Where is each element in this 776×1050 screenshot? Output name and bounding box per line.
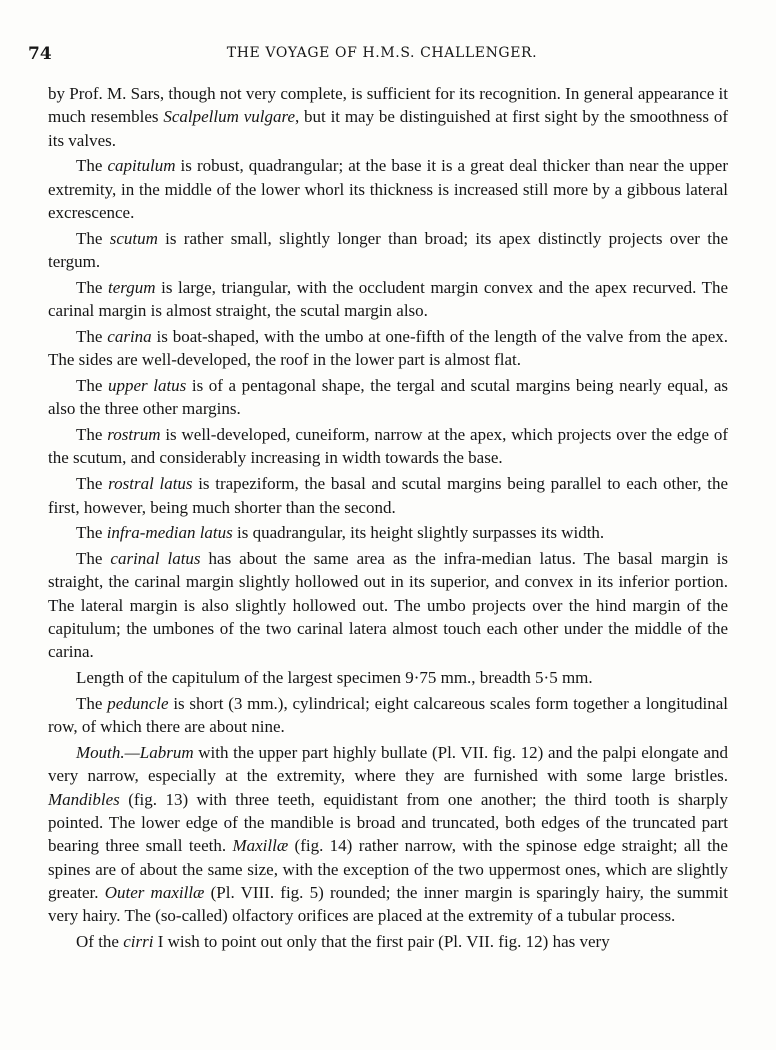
- text-run: The: [76, 523, 107, 543]
- paragraph: [48, 472, 728, 519]
- text-run: is trapeziform, the basal and scutal margins being parallel to each other, the first, however, being much shorter than the second.: [48, 474, 728, 517]
- paragraph: [48, 547, 728, 663]
- italic-term: tergum: [108, 277, 156, 297]
- text-run: is quadrangular, its height slightly surpasses its width.: [232, 523, 605, 543]
- text-run: Length of the capitulum of the largest specimen 9·75 mm., breadth 5·5 mm.: [76, 668, 593, 688]
- paragraph: [48, 666, 728, 689]
- text-run: The: [76, 549, 111, 569]
- italic-term: rostrum: [107, 425, 161, 445]
- text-run: is robust, quadrangular; at the base it is a great deal thicker than near the upper extremity, in the middle of the lower whorl its thickness is increased still more by a gibbous lateral excrescence.: [48, 156, 728, 222]
- page-header: [28, 44, 736, 68]
- paragraph: [48, 82, 728, 152]
- text-run: The: [76, 376, 108, 396]
- italic-term: Outer maxillæ: [104, 882, 205, 902]
- paragraph: [48, 741, 728, 927]
- text-run: is of a pentagonal shape, the tergal and scutal margins being nearly equal, as also the three other margins.: [48, 376, 729, 419]
- text-run: The: [76, 156, 108, 176]
- text-run: is rather small, slightly longer than broad; its apex distinctly projects over the tergum.: [48, 228, 728, 272]
- text-run: by Prof. M. Sars, though not very complete, is sufficient for its recognition. In general appearance it much resembles: [48, 84, 728, 127]
- text-run: is short (3 mm.), cylindrical; eight calcareous scales form together a longitudinal row, of which there are about nine.: [48, 693, 729, 737]
- italic-term: Scalpellum vulgare: [163, 107, 295, 127]
- text-run: is boat-shaped, with the umbo at one-fifth of the length of the valve from the apex. The sides are well-developed, the roof in the lower part is almost flat.: [48, 326, 728, 370]
- italic-term: capitulum: [107, 156, 176, 176]
- text-run: The: [76, 277, 108, 297]
- body-text: [48, 82, 728, 956]
- text-run: I wish to point out only that the first pair (Pl. VII. fig. 12) has very: [153, 931, 610, 951]
- text-run: The: [76, 326, 108, 346]
- text-run: (Pl. VIII. fig. 5) rounded; the inner margin is sparingly hairy, the summit very hairy. The (so-called) olfactory orifices are placed at the extremity of a tubular process.: [48, 882, 729, 926]
- italic-term: infra-median latus: [106, 523, 233, 543]
- italic-term: upper latus: [108, 376, 187, 396]
- text-run: is large, triangular, with the occludent margin convex and the apex recurved. The carinal margin is almost straight, the scutal margin also.: [48, 277, 728, 321]
- paragraph: [48, 276, 728, 323]
- text-run: The: [76, 693, 108, 713]
- italic-term: scutum: [109, 228, 158, 248]
- paragraph: [48, 521, 728, 544]
- text-run: Of the: [76, 931, 124, 951]
- paragraph: [48, 154, 728, 224]
- italic-term: cirri: [123, 931, 154, 951]
- running-head: THE VOYAGE OF H.M.S. CHALLENGER.: [226, 45, 538, 61]
- text-run: is well-developed, cuneiform, narrow at the apex, which projects over the edge of the scutum, and considerably increasing in width towards the base.: [48, 425, 728, 468]
- paragraph: [48, 930, 728, 953]
- italic-term: carinal latus: [110, 549, 201, 569]
- text-run: The: [76, 474, 109, 494]
- italic-term: Mandibles: [48, 789, 120, 809]
- paragraph: [48, 227, 728, 274]
- italic-term: peduncle: [107, 693, 169, 713]
- text-run: with the upper part highly bullate (Pl. VII. fig. 12) and the palpi elongate and very narrow, especially at the extremity, where they are furnished with some large bristles.: [48, 743, 728, 786]
- text-run: The: [76, 228, 110, 248]
- paragraph: [48, 374, 728, 421]
- italic-term: Mouth.—Labrum: [76, 743, 194, 763]
- text-run: The: [76, 425, 108, 445]
- text-run: (fig. 14) rather narrow, with the spinose edge straight; all the spines are of about the same size, with the exception of the two uppermost ones, which are slightly greater.: [48, 836, 728, 902]
- text-run: (fig. 13) with three teeth, equidistant from one another; the third tooth is sharply pointed. The lower edge of the mandible is broad and truncated, both edges of the truncated part bearing three small teeth.: [48, 789, 728, 856]
- page-number: 74: [28, 44, 52, 64]
- italic-term: rostral latus: [108, 474, 193, 494]
- italic-term: Maxillæ: [232, 836, 289, 856]
- paragraph: [48, 692, 728, 739]
- paragraph: [48, 423, 728, 470]
- text-run: , but it may be distinguished at first sight by the smoothness of its valves.: [48, 107, 728, 150]
- text-run: has about the same area as the infra-median latus. The basal margin is straight, the carinal margin slightly hollowed out in its superior, and convex in its inferior portion. The lateral margin is also slightly hollowed out. The umbo projects over the hind margin of the capitulum; the umbones of the two carinal latera almost touch each other under the middle of the carina.: [48, 549, 728, 662]
- paragraph: [48, 325, 728, 372]
- italic-term: carina: [107, 326, 152, 346]
